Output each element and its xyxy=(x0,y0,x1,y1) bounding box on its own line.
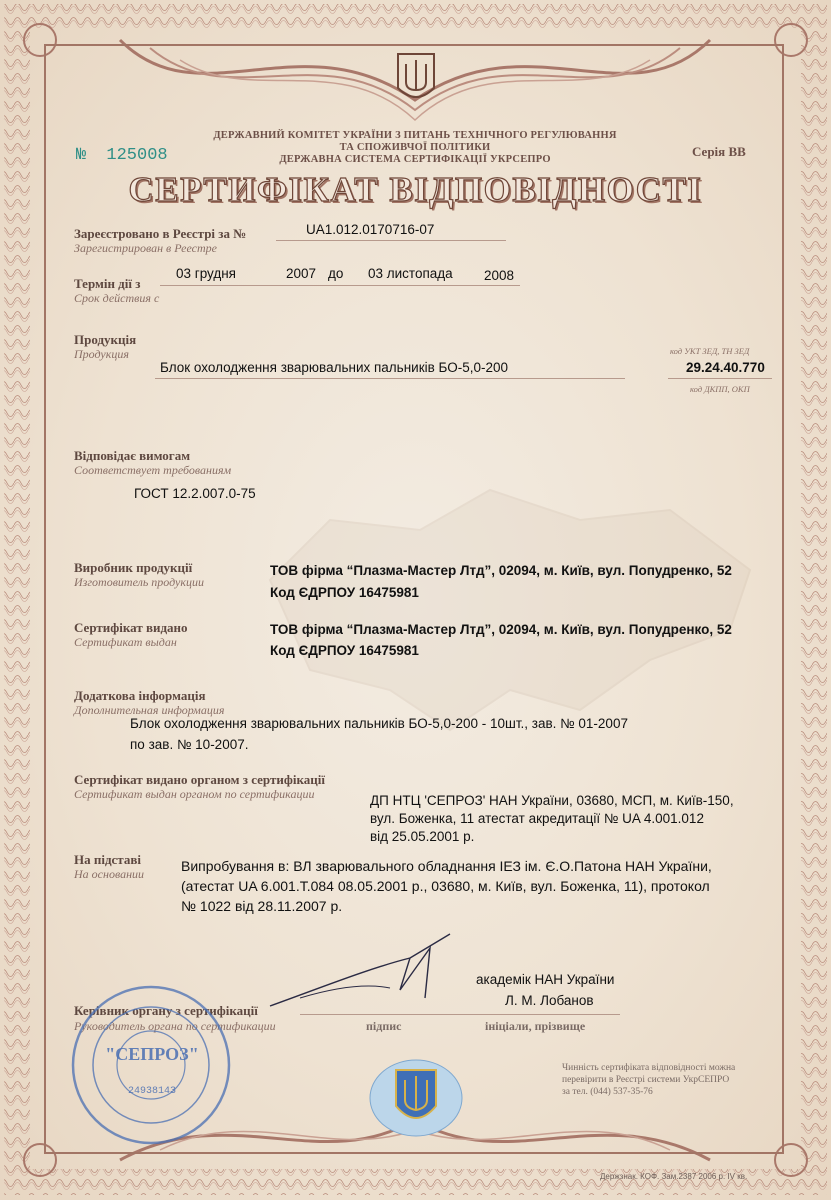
note-line-1: Чинність сертифіката відповідності можна xyxy=(562,1063,736,1073)
term-from-day: 03 грудня xyxy=(176,266,236,281)
handwritten-signature xyxy=(260,928,460,1018)
signature-underline xyxy=(300,1014,620,1015)
basis-label-ru: На основании xyxy=(74,867,145,881)
product-value: Блок охолодження зварювальних пальників БО-5,0-200 xyxy=(160,360,509,375)
head-label-ru: Руководитель органа по сертификации xyxy=(74,1019,276,1033)
code-label-bottom: код ДКПП, ОКП xyxy=(690,384,750,394)
committee-line-2: ТА СПОЖИВЧОЇ ПОЛІТИКИ xyxy=(339,142,491,153)
additional-label: Додаткова інформація xyxy=(74,688,206,703)
committee-line-3: ДЕРЖАВНА СИСТЕМА СЕРТИФІКАЦІЇ УКРСЕПРО xyxy=(279,154,551,165)
number-value: 125008 xyxy=(106,146,168,165)
certificate-number xyxy=(76,146,168,165)
issued-to-label-ru: Сертификат выдан xyxy=(74,635,177,649)
basis-label: На підставі xyxy=(74,852,141,867)
registry-underline xyxy=(276,240,506,241)
term-underline xyxy=(160,285,520,286)
product-underline xyxy=(155,378,625,379)
product-code: 29.24.40.770 xyxy=(686,360,765,375)
registry-label-ru: Зарегистрирован в Реестре xyxy=(74,241,217,255)
product-label-ru: Продукция xyxy=(74,347,129,361)
number-prefix: № xyxy=(76,146,87,165)
official-stamp xyxy=(66,980,236,1150)
product-label: Продукція xyxy=(74,332,137,347)
head-label: Керівник органу з сертифікації xyxy=(74,1003,258,1018)
note-line-3: за тел. (044) 537-35-76 xyxy=(562,1087,653,1097)
issued-by-label: Сертифікат видано органом з сертифікації xyxy=(74,772,325,787)
basis-line-2: (атестат UA 6.001.Т.084 08.05.2001 р., 03680, м. Київ, вул. Боженка, 11), протокол xyxy=(181,878,710,894)
issued-by-label-ru: Сертификат выдан органом по сертификации xyxy=(74,787,315,801)
requirements-value: ГОСТ 12.2.007.0-75 xyxy=(134,486,256,501)
registry-value: UA1.012.0170716-07 xyxy=(306,222,435,237)
manufacturer-line-2: Код ЄДРПОУ 16475981 xyxy=(270,585,419,600)
term-label: Термін дії з xyxy=(74,276,141,291)
issued-by-line-2: вул. Боженка, 11 атестат акредитації № UA 4.001.012 xyxy=(370,811,704,826)
stamp-center-text: "СЕПРОЗ" xyxy=(105,1044,199,1064)
manufacturer-line-1: ТОВ фірма “Плазма-Мастер Лтд”, 02094, м. Київ, вул. Попудренко, 52 xyxy=(270,563,732,578)
term-to-year: 2008 xyxy=(484,268,515,283)
issued-by-line-3: від 25.05.2001 р. xyxy=(370,829,475,844)
signatory-name: Л. М. Лобанов xyxy=(505,993,594,1008)
sign-caption: підпис xyxy=(366,1019,402,1033)
basis-line-3: № 1022 від 28.11.2007 р. xyxy=(181,898,343,914)
committee-line-1: ДЕРЖАВНИЙ КОМІТЕТ УКРАЇНИ З ПИТАНЬ ТЕХНІЧНОГО РЕГУЛЮВАННЯ xyxy=(213,130,617,141)
hologram-trident-icon xyxy=(368,1058,464,1138)
requirements-label-ru: Соответствует требованиям xyxy=(74,463,232,477)
trident-emblem-icon xyxy=(394,50,438,106)
term-to-word: до xyxy=(328,266,344,281)
stamp-code-text: 24938143 xyxy=(127,1086,176,1097)
code-underline xyxy=(668,378,772,379)
registry-label: Зареєстровано в Реєстрі за № xyxy=(74,226,247,241)
additional-line-2: по зав. № 10-2007. xyxy=(130,737,249,752)
term-label-ru: Срок действия с xyxy=(74,291,160,305)
print-info: Держзнак. КОФ. Зам.2387 2006 р. IV кв. xyxy=(600,1172,748,1181)
additional-label-ru: Дополнительная информация xyxy=(74,703,225,717)
signatory-title: академік НАН України xyxy=(476,972,615,987)
issued-by-line-1: ДП НТЦ 'СЕПРОЗ' НАН України, 03680, МСП, м. Київ-150, xyxy=(370,793,734,808)
term-from-year: 2007 xyxy=(286,266,317,281)
additional-line-1: Блок охолодження зварювальних пальників БО-5,0-200 - 10шт., зав. № 01-2007 xyxy=(130,716,628,731)
requirements-label: Відповідає вимогам xyxy=(74,448,191,463)
code-label-top: код УКТ ЗЕД, ТН ЗЕД xyxy=(670,346,750,356)
map-watermark xyxy=(250,460,770,760)
issuing-committee xyxy=(180,130,650,166)
basis-line-1: Випробування в: ВЛ зварювального обладнання ІЕЗ ім. Є.О.Патона НАН України, xyxy=(181,858,712,874)
issued-to-line-1: ТОВ фірма “Плазма-Мастер Лтд”, 02094, м. Київ, вул. Попудренко, 52 xyxy=(270,622,732,637)
initials-caption: ініціали, прізвище xyxy=(485,1019,586,1033)
manufacturer-label: Виробник продукції xyxy=(74,560,193,575)
verification-note xyxy=(562,1062,812,1098)
issued-to-line-2: Код ЄДРПОУ 16475981 xyxy=(270,643,419,658)
note-line-2: перевірити в Реєстрі системи УкрСЕПРО xyxy=(562,1075,730,1085)
series-label: Серія ВВ xyxy=(692,144,746,159)
issued-to-label: Сертифікат видано xyxy=(74,620,188,635)
certificate-title: СЕРТИФІКАТ ВІДПОВІДНОСТІ xyxy=(128,170,703,209)
term-to-day: 03 листопада xyxy=(368,266,453,281)
manufacturer-label-ru: Изготовитель продукции xyxy=(74,575,204,589)
